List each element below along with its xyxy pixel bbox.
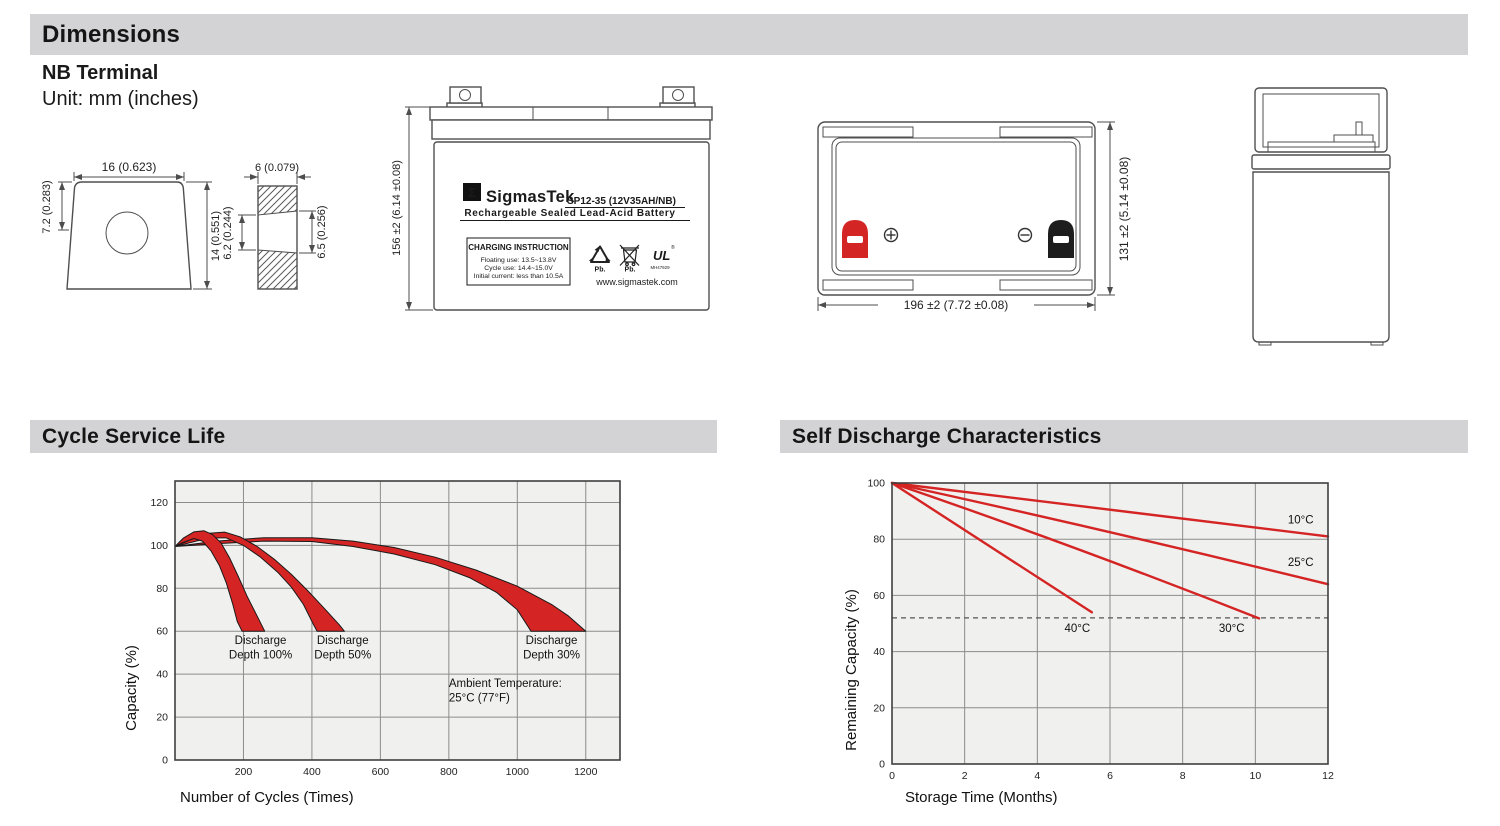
battery-height-dim: 156 ±2 (6.14 ±0.08) (391, 160, 403, 256)
charging-line1: Floating use: 13.5~13.8V (480, 257, 557, 264)
cycle-y-axis-label: Capacity (%) (123, 645, 140, 731)
self-discharge-header (780, 420, 1468, 453)
chart-annotation: 25°C (77°F) (448, 692, 510, 705)
cycle-chart-title: Cycle Service Life (42, 424, 226, 448)
terminal-slot-left-dim: 6.2 (0.244) (222, 206, 234, 260)
terminal-section-hatch-bottom (258, 250, 297, 289)
x-tick-label: 1000 (505, 766, 529, 778)
x-tick-label: 400 (303, 766, 321, 778)
self-chart-title: Self Discharge Characteristics (792, 424, 1102, 448)
y-tick-label: 120 (150, 496, 168, 509)
x-tick-label: 200 (234, 766, 253, 778)
nb-terminal-drawing (38, 146, 368, 321)
terminal-thickness-dim: 6 (0.079) (254, 162, 300, 174)
self-x-axis-label: Storage Time (Months) (905, 789, 1058, 806)
temperature-label: 25°C (1287, 556, 1314, 569)
y-tick-label: 100 (150, 539, 168, 552)
chart-annotation: Depth 50% (314, 649, 372, 662)
top-view-width-dim: 196 ±2 (7.72 ±0.08) (903, 298, 1009, 312)
battery-side-view (1243, 85, 1403, 355)
y-tick-label: 0 (879, 758, 885, 771)
chart-annotation: Depth 100% (228, 649, 293, 662)
dimensions-section-header (30, 14, 1468, 55)
chart-annotation: Discharge (525, 635, 578, 648)
x-tick-label: 600 (371, 766, 390, 778)
terminal-front-outline (67, 182, 191, 289)
terminal-slot-right-dim: 6.5 (0.256) (316, 205, 328, 259)
terminal-width-dim: 16 (0.623) (101, 160, 157, 174)
pb-label-2: Pb. (624, 266, 636, 274)
temperature-label: 10°C (1287, 514, 1314, 527)
sigma-logo-icon: Σ (468, 185, 476, 200)
ul-file-number: MH47929 (650, 265, 670, 270)
pb-label-1: Pb. (594, 266, 606, 274)
battery-subtitle: Rechargeable Sealed Lead-Acid Battery (464, 208, 676, 219)
y-tick-label: 0 (162, 754, 168, 767)
charging-line2: Cycle use: 14.4~15.0V (484, 265, 553, 272)
negative-terminal (1048, 220, 1074, 258)
terminal-type-label: NB Terminal (42, 62, 159, 84)
y-tick-label: 40 (156, 668, 168, 681)
terminal-upper-height-dim: 7.2 (0.283) (41, 180, 53, 234)
cycle-x-axis-label: Number of Cycles (Times) (180, 789, 354, 806)
temperature-label: 30°C (1218, 622, 1245, 635)
cycle-service-life-chart (112, 466, 687, 826)
y-tick-label: 60 (873, 589, 885, 602)
top-view-case (818, 122, 1095, 295)
chart-annotation: Discharge (234, 635, 287, 648)
battery-top-view (810, 113, 1145, 313)
positive-terminal (842, 220, 868, 258)
y-tick-label: 20 (873, 702, 885, 715)
charging-title: CHARGING INSTRUCTION (468, 243, 569, 252)
terminal-height-dim: 14 (0.551) (210, 210, 222, 262)
x-tick-label: 800 (440, 766, 458, 778)
chart-annotation: Ambient Temperature: (448, 678, 562, 691)
y-tick-label: 40 (873, 646, 885, 659)
side-view-case (1252, 88, 1390, 345)
y-tick-label: 80 (873, 533, 885, 546)
brand-name: SigmasTek (486, 188, 575, 206)
x-tick-label: 4 (1034, 770, 1041, 782)
self-y-axis-label: Remaining Capacity (%) (843, 589, 860, 751)
temperature-label: 40°C (1064, 622, 1091, 635)
terminal-section-hatch-top (258, 186, 297, 215)
model-number: SP12-35 (12V35AH/NB) (567, 196, 676, 207)
terminal-section-view (222, 162, 328, 289)
top-view-depth-dim: 131 ±2 (5.14 ±0.08) (1117, 156, 1131, 262)
x-tick-label: 12 (1322, 770, 1334, 782)
x-tick-label: 6 (1107, 770, 1113, 782)
y-tick-label: 80 (156, 582, 168, 595)
y-tick-label: 100 (867, 477, 885, 490)
terminal-front-view (41, 160, 222, 289)
dimensions-title: Dimensions (42, 20, 181, 48)
x-tick-label: 0 (889, 770, 895, 782)
x-tick-label: 1200 (574, 766, 598, 778)
svg-text:UL: UL (653, 248, 671, 263)
battery-front-view (389, 78, 724, 318)
chart-annotation: Depth 30% (523, 649, 580, 662)
website: www.sigmastek.com (596, 277, 678, 287)
front-terminal-posts (447, 87, 695, 108)
chart-annotation: Discharge (316, 635, 369, 648)
svg-text:®: ® (671, 245, 675, 251)
self-discharge-chart (838, 466, 1430, 826)
x-tick-label: 2 (961, 770, 968, 782)
y-tick-label: 20 (156, 711, 168, 724)
charging-line3: Initial current: less than 10.5A (473, 273, 564, 280)
x-tick-label: 8 (1179, 770, 1186, 782)
x-tick-label: 10 (1249, 770, 1262, 782)
y-tick-label: 60 (156, 625, 168, 638)
cycle-service-life-header (30, 420, 717, 453)
unit-note: Unit: mm (inches) (42, 88, 199, 110)
